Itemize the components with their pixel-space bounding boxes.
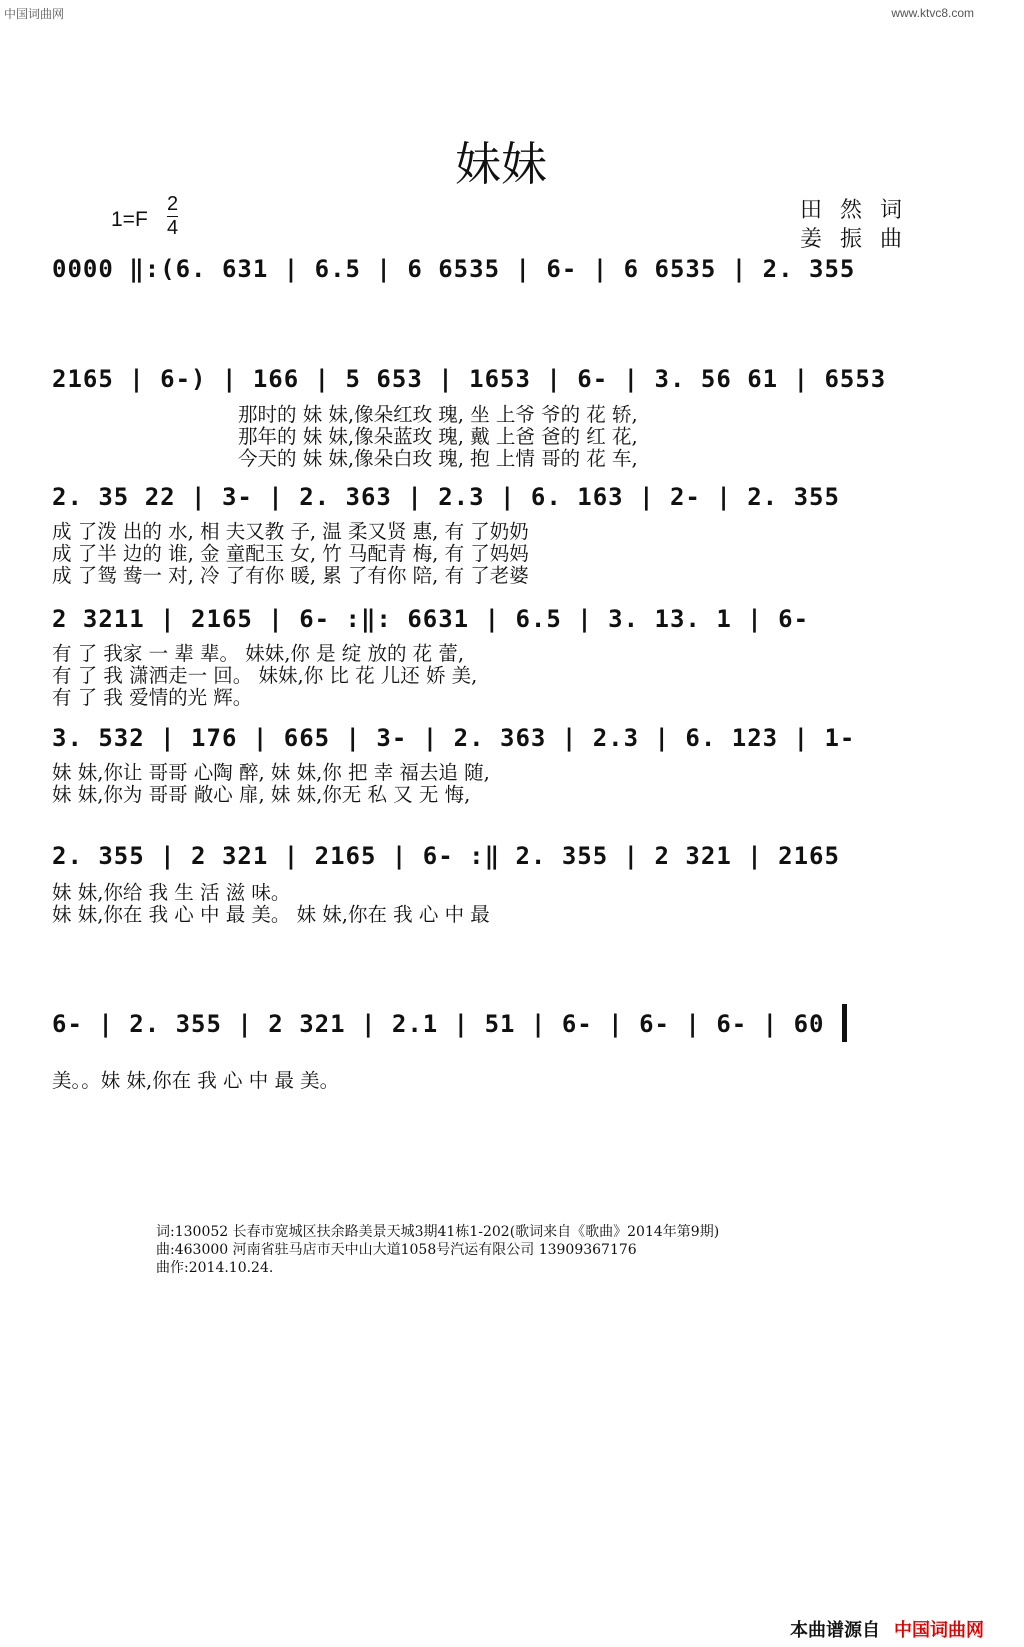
lyric-line-2-2: 那年的 妹 妹,像朵蓝玫 瑰, 戴 上爸 爸的 红 花, xyxy=(238,426,638,448)
lyricist-address: 词:130052 长春市宽城区扶余路美景天城3期41栋1-202(歌词来自《歌曲》2014年第9期) xyxy=(156,1224,720,1240)
lyric-line-2-1: 那时的 妹 妹,像朵红玫 瑰, 坐 上爷 爷的 花 轿, xyxy=(238,404,638,426)
lyric-line-3-3: 成 了鸳 鸯一 对, 冷 了有你 暖, 累 了有你 陪, 有 了老婆 xyxy=(52,565,529,587)
notation-line-6: 2. 355 | 2 321 | 2165 | 6- :‖ 2. 355 | 2 321 | 2165 xyxy=(52,842,840,870)
lyric-line-4-2: 有 了 我 潇洒走一 回。 妹妹,你 比 花 儿还 娇 美, xyxy=(52,665,478,687)
lyric-line-4-3: 有 了 我 爱情的光 辉。 xyxy=(52,687,253,709)
lyricist-credit: 田然词 xyxy=(800,198,921,223)
notation-line-7: 6- | 2. 355 | 2 321 | 2.1 | 51 | 6- | 6- | 6- | 60 xyxy=(52,1010,825,1038)
time-numerator: 2 xyxy=(167,193,179,215)
notation-line-2: 2165 | 6-) | 166 | 5 653 | 1653 | 6- | 3. 56 61 | 6553 xyxy=(52,365,887,393)
site-watermark-right: www.ktvc8.com xyxy=(891,6,974,20)
time-denominator: 4 xyxy=(167,217,179,239)
lyric-line-6-1: 妹 妹,你给 我 生 活 滋 味。 xyxy=(52,882,291,904)
contact-footer xyxy=(156,1223,719,1277)
key-signature: 1=F xyxy=(111,208,148,231)
lyric-line-3-1: 成 了泼 出的 水, 相 夫又教 子, 温 柔又贤 惠, 有 了奶奶 xyxy=(52,521,529,543)
time-signature xyxy=(167,193,178,240)
lyric-line-2-3: 今天的 妹 妹,像朵白玫 瑰, 抱 上情 哥的 花 车, xyxy=(238,448,638,470)
lyric-line-5-2: 妹 妹,你为 哥哥 敞心 扉, 妹 妹,你无 私 又 无 悔, xyxy=(52,784,471,806)
source-label: 本曲谱源自 xyxy=(790,1620,880,1641)
lyric-line-7-1: 美。。妹 妹,你在 我 心 中 最 美。 xyxy=(52,1070,340,1092)
notation-line-4: 2 3211 | 2165 | 6- :‖: 6631 | 6.5 | 3. 13. 1 | 6- xyxy=(52,605,810,633)
lyric-line-6-2: 妹 妹,你在 我 心 中 最 美。 妹 妹,你在 我 心 中 最 xyxy=(52,904,490,926)
notation-line-3: 2. 35 22 | 3- | 2. 363 | 2.3 | 6. 163 | 2- | 2. 355 xyxy=(52,483,840,511)
lyric-line-5-1: 妹 妹,你让 哥哥 心陶 醉, 妹 妹,你 把 幸 福去追 随, xyxy=(52,762,490,784)
composer-credit: 姜振曲 xyxy=(800,227,921,252)
source-brand: 中国词曲网 xyxy=(894,1620,984,1641)
site-watermark-left: 中国词曲网 xyxy=(4,7,65,21)
lyric-line-3-2: 成 了半 边的 谁, 金 童配玉 女, 竹 马配青 梅, 有 了妈妈 xyxy=(52,543,529,565)
composition-date: 曲作:2014.10.24. xyxy=(156,1260,274,1276)
source-credit xyxy=(790,1616,984,1642)
lyric-line-4-1: 有 了 我家 一 辈 辈。 妹妹,你 是 绽 放的 花 蕾, xyxy=(52,643,465,665)
notation-line-1: 0000 ‖:(6. 631 | 6.5 | 6 6535 | 6- | 6 6535 | 2. 355 xyxy=(52,255,856,283)
final-barline xyxy=(842,1004,847,1042)
song-title: 妹妹 xyxy=(455,137,547,191)
composer-address: 曲:463000 河南省驻马店市天中山大道1058号汽运有限公司 13909367176 xyxy=(156,1242,637,1258)
notation-line-5: 3. 532 | 176 | 665 | 3- | 2. 363 | 2.3 | 6. 123 | 1- xyxy=(52,724,856,752)
